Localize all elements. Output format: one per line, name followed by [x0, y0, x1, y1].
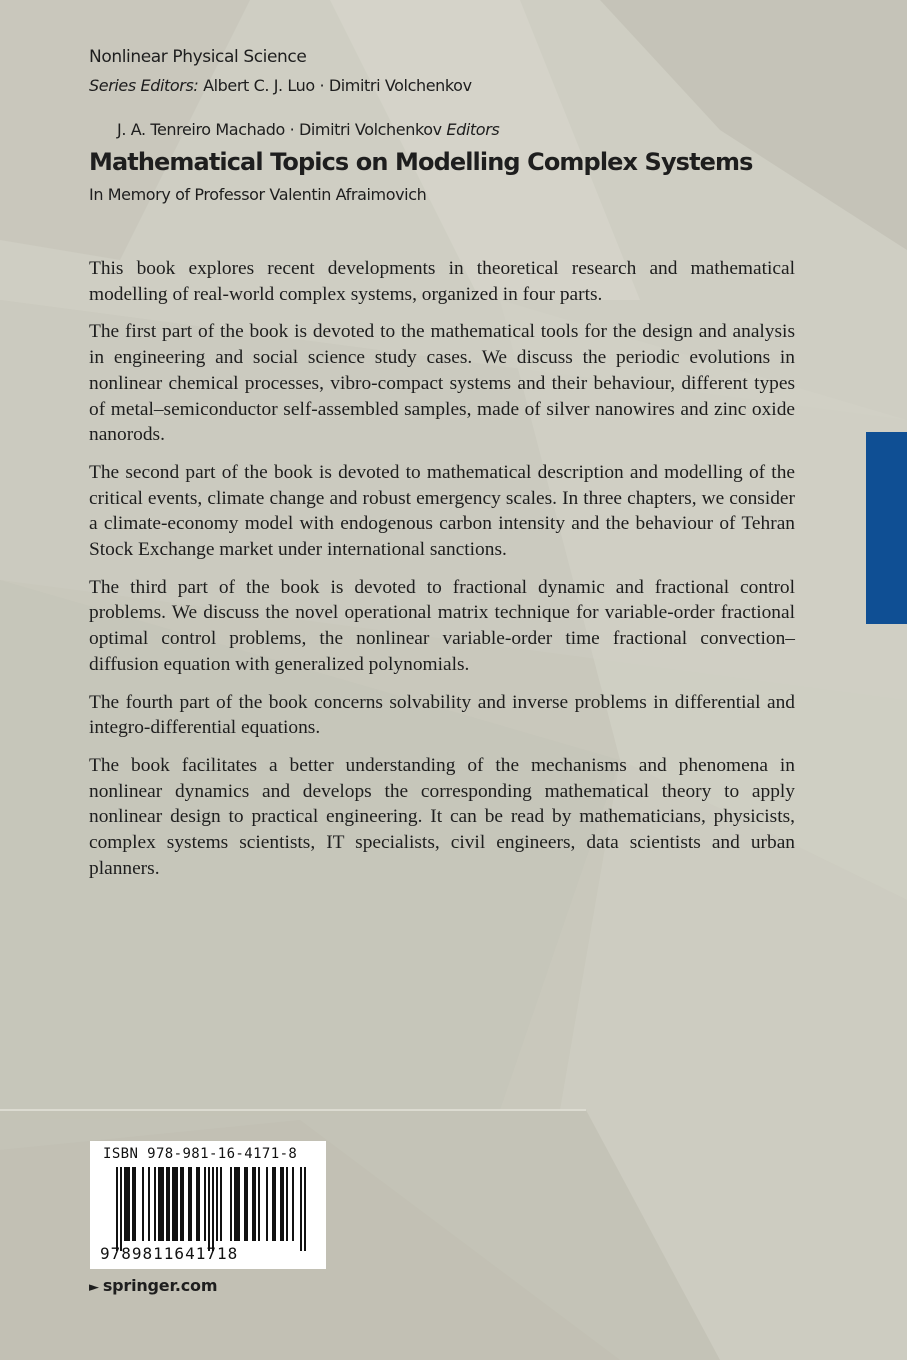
barcode-bar — [286, 1167, 288, 1241]
barcode-bar — [258, 1167, 260, 1241]
spine-color-tab — [866, 432, 907, 624]
barcode-bar — [160, 1167, 162, 1241]
series-title: Nonlinear Physical Science — [89, 47, 307, 67]
blurb-paragraph: This book explores recent developments in theoretical research and mathematical modelling of real-world complex systems, organized in four parts. — [89, 258, 795, 305]
barcode-bar — [148, 1167, 150, 1241]
blurb-paragraph: The book facilitates a better understanding of the mechanisms and phenomena in nonlinear dynamics and develops the corresponding mathematical theory to apply nonlinear design to practical engineering. It can be read by mathematicians, physicists, complex systems scientists, IT specialists, civil engineers, data scientists and urban planners. — [89, 754, 795, 879]
series-editors-names: Albert C. J. Luo · Dimitri Volchenkov — [203, 76, 472, 95]
barcode-bar — [196, 1167, 198, 1241]
barcode-bar — [182, 1167, 184, 1241]
barcode-bar — [188, 1167, 190, 1241]
isbn-label: ISBN 978-981-16-4171-8 — [103, 1146, 298, 1162]
barcode-bar — [172, 1167, 174, 1241]
barcode-bar — [120, 1167, 122, 1251]
book-title: Mathematical Topics on Modelling Complex Systems — [89, 148, 753, 176]
barcode-bar — [280, 1167, 282, 1241]
barcode-bar — [180, 1167, 182, 1241]
barcode-bar — [234, 1167, 236, 1241]
barcode-bar — [116, 1167, 118, 1251]
barcode — [90, 1141, 326, 1269]
barcode-bar — [168, 1167, 170, 1241]
barcode-bar — [132, 1167, 134, 1241]
series-editors-label: Series Editors: — [89, 76, 199, 95]
barcode-bar — [126, 1167, 128, 1241]
barcode-bar — [266, 1167, 268, 1241]
barcode-bar — [274, 1167, 276, 1241]
barcode-bar — [162, 1167, 164, 1241]
blurb-paragraph: The fourth part of the book concerns solvability and inverse problems in differential and integro-differential equations. — [89, 691, 795, 739]
arrow-right-icon: ► — [89, 1280, 99, 1295]
barcode-bar — [176, 1167, 178, 1241]
barcode-bar — [254, 1167, 256, 1241]
barcode-bar — [216, 1167, 218, 1241]
barcode-bar — [304, 1167, 306, 1251]
barcode-bar — [166, 1167, 168, 1241]
barcode-bar — [212, 1167, 214, 1251]
barcode-bar — [220, 1167, 222, 1241]
publisher-link[interactable] — [89, 1276, 217, 1295]
book-subtitle: In Memory of Professor Valentin Afraimovich — [89, 185, 427, 204]
blurb-paragraph: The third part of the book is devoted to fractional dynamic and fractional control problems. We discuss the novel operational matrix technique for variable-order fractional optimal control problems, the nonlinear variable-order time fractional convection–diffusion equation with generalized polynomials. — [89, 576, 795, 675]
barcode-bar — [282, 1167, 284, 1241]
publisher-url: springer.com — [102, 1276, 218, 1295]
barcode-bar — [236, 1167, 238, 1241]
barcode-bar — [246, 1167, 248, 1241]
barcode-bar — [134, 1167, 136, 1241]
barcode-bar — [204, 1167, 206, 1241]
book-editors-label: Editors — [446, 120, 500, 139]
barcode-bar — [190, 1167, 192, 1241]
barcode-bar — [238, 1167, 240, 1241]
barcode-bar — [208, 1167, 210, 1251]
ean-digits: 9789811641718 — [100, 1244, 239, 1263]
barcode-bar — [154, 1167, 156, 1241]
book-editors — [117, 120, 499, 139]
barcode-bar — [174, 1167, 176, 1241]
barcode-bar — [252, 1167, 254, 1241]
barcode-bar — [198, 1167, 200, 1241]
blurb — [89, 256, 795, 893]
series-editors — [89, 76, 472, 95]
barcode-bar — [300, 1167, 302, 1251]
blurb-paragraph: The second part of the book is devoted to mathematical description and modelling of the critical events, climate change and robust emergency scales. In three chapters, we consider a climate-economy model with endogenous carbon intensity and the behaviour of Tehran Stock Exchange market under international sanctions. — [89, 461, 795, 561]
barcode-bar — [128, 1167, 130, 1241]
barcode-bar — [142, 1167, 144, 1241]
blurb-paragraph: The first part of the book is devoted to the mathematical tools for the design and analysis in engineering and social science study cases. We discuss the periodic evolutions in nonlinear chemical processes, vibro-compact systems and their behaviour, different types of metal–semiconductor self-assembled samples, made of silver nanowires and zinc oxide nanorods. — [89, 321, 795, 446]
barcode-bar — [272, 1167, 274, 1241]
barcode-bar — [124, 1167, 126, 1241]
barcode-bar — [244, 1167, 246, 1241]
barcode-bar — [230, 1167, 232, 1241]
barcode-bar — [158, 1167, 160, 1241]
book-editors-names: J. A. Tenreiro Machado · Dimitri Volchenkov — [117, 120, 442, 139]
barcode-bar — [292, 1167, 294, 1241]
